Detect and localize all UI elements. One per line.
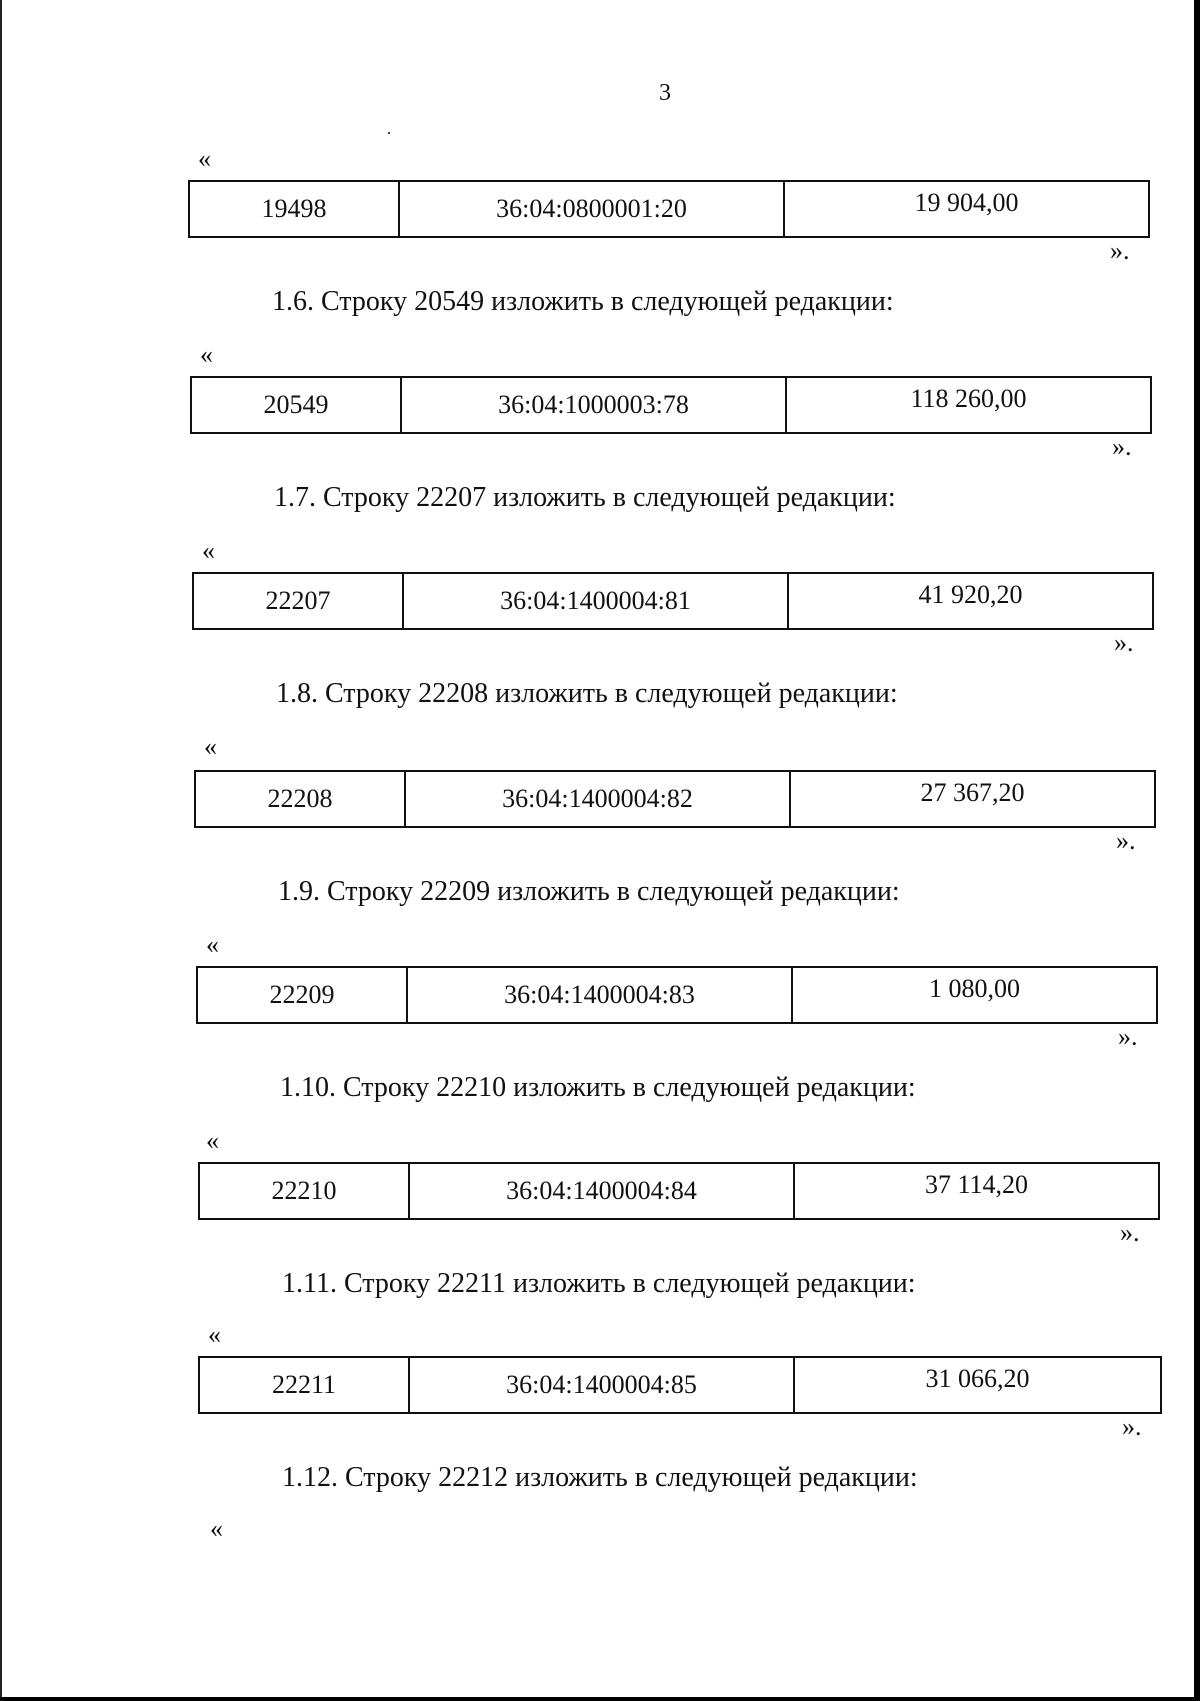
table-row xyxy=(191,377,1151,433)
replacement-row-table xyxy=(196,966,1158,1024)
page-number: 3 xyxy=(659,80,671,106)
cadastral-number-cell: 36:04:1000003:78 xyxy=(401,377,786,433)
open-quote: « xyxy=(200,340,213,369)
replacement-row-table xyxy=(198,1162,1160,1220)
value-cell: 41 920,20 xyxy=(788,573,1153,629)
open-quote: « xyxy=(204,732,217,761)
instruction-text: 1.10. Строку 22210 изложить в следующей редакции: xyxy=(280,1072,916,1103)
table-row xyxy=(197,967,1157,1023)
value-cell: 27 367,20 xyxy=(790,771,1155,827)
close-quote: ». xyxy=(1122,1412,1142,1441)
table-row xyxy=(193,573,1153,629)
open-quote: « xyxy=(198,144,211,173)
cadastral-number-cell: 36:04:1400004:83 xyxy=(407,967,792,1023)
table-row xyxy=(199,1357,1161,1413)
cadastral-number-cell: 36:04:1400004:85 xyxy=(409,1357,794,1413)
open-quote: « xyxy=(206,930,219,959)
value-cell: 37 114,20 xyxy=(794,1163,1159,1219)
replacement-row-table xyxy=(194,770,1156,828)
value-cell: 31 066,20 xyxy=(794,1357,1161,1413)
instruction-text: 1.6. Строку 20549 изложить в следующей редакции: xyxy=(272,286,894,317)
replacement-row-table xyxy=(190,376,1152,434)
row-number-cell: 20549 xyxy=(191,377,401,433)
row-number-cell: 22207 xyxy=(193,573,403,629)
instruction-text: 1.11. Строку 22211 изложить в следующей редакции: xyxy=(282,1268,916,1299)
close-quote: ». xyxy=(1116,826,1136,855)
table-row xyxy=(189,181,1149,237)
replacement-row-table xyxy=(188,180,1150,238)
instruction-text: 1.7. Строку 22207 изложить в следующей редакции: xyxy=(274,482,896,513)
scan-edge-right xyxy=(1194,0,1200,1701)
close-quote: ». xyxy=(1114,628,1134,657)
cadastral-number-cell: 36:04:1400004:81 xyxy=(403,573,788,629)
value-cell: 1 080,00 xyxy=(792,967,1157,1023)
close-quote: ». xyxy=(1118,1022,1138,1051)
instruction-text: 1.12. Строку 22212 изложить в следующей редакции: xyxy=(282,1462,918,1493)
row-number-cell: 19498 xyxy=(189,181,399,237)
close-quote: ». xyxy=(1110,236,1130,265)
row-number-cell: 22211 xyxy=(199,1357,409,1413)
row-number-cell: 22208 xyxy=(195,771,405,827)
row-number-cell: 22209 xyxy=(197,967,407,1023)
table-row xyxy=(195,771,1155,827)
value-cell: 19 904,00 xyxy=(784,181,1149,237)
open-quote: « xyxy=(210,1514,223,1543)
open-quote: « xyxy=(202,536,215,565)
close-quote: ». xyxy=(1112,432,1132,461)
cadastral-number-cell: 36:04:0800001:20 xyxy=(399,181,784,237)
row-number-cell: 22210 xyxy=(199,1163,409,1219)
replacement-row-table xyxy=(192,572,1154,630)
instruction-text: 1.9. Строку 22209 изложить в следующей редакции: xyxy=(278,876,900,907)
value-cell: 118 260,00 xyxy=(786,377,1151,433)
scan-speck xyxy=(388,132,390,134)
scan-edge-left xyxy=(0,0,2,1701)
scan-edge-bottom xyxy=(0,1697,1200,1701)
cadastral-number-cell: 36:04:1400004:82 xyxy=(405,771,790,827)
open-quote: « xyxy=(208,1320,221,1349)
replacement-row-table xyxy=(198,1356,1162,1414)
open-quote: « xyxy=(206,1126,219,1155)
table-row xyxy=(199,1163,1159,1219)
close-quote: ». xyxy=(1120,1218,1140,1247)
instruction-text: 1.8. Строку 22208 изложить в следующей редакции: xyxy=(276,678,898,709)
cadastral-number-cell: 36:04:1400004:84 xyxy=(409,1163,794,1219)
